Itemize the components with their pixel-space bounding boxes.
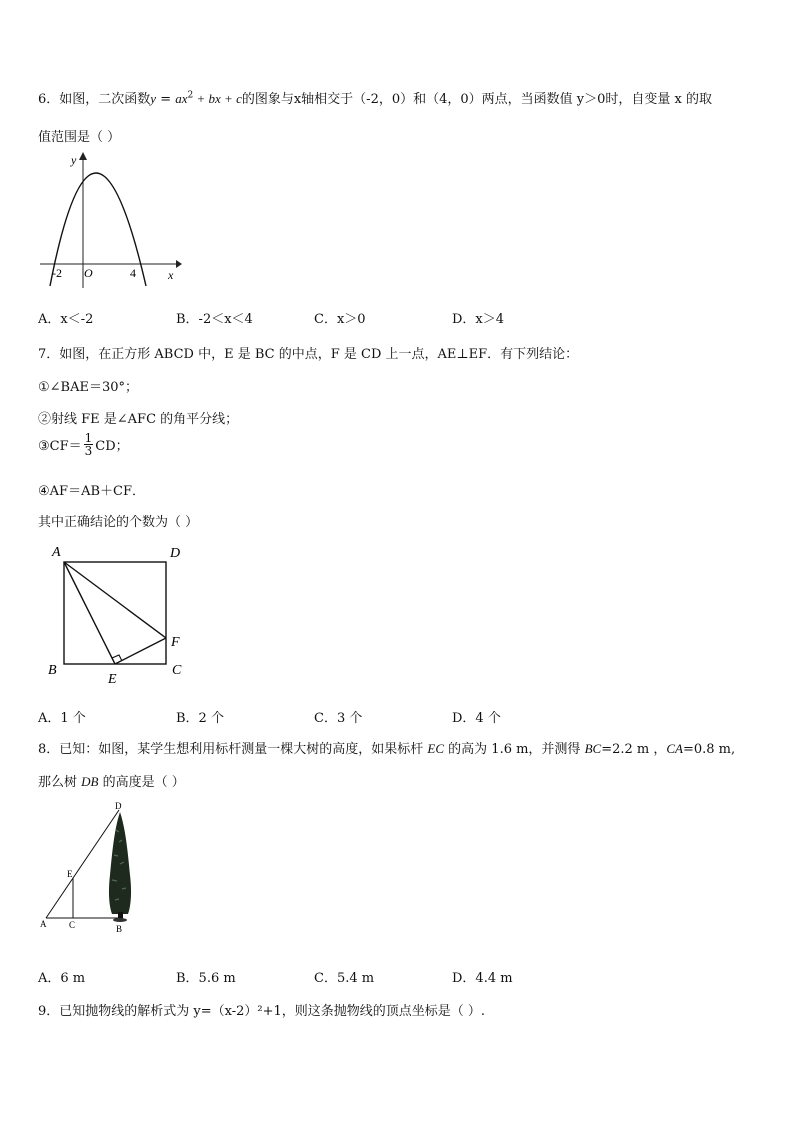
square-abcd: [64, 562, 166, 664]
q7-option-c[interactable]: C．3 个: [314, 711, 363, 726]
x-axis-arrow-icon: [176, 260, 182, 268]
label-a: A: [40, 919, 47, 929]
fraction-one-third: $\frac{1}{3}$: [84, 431, 93, 458]
q8-stem-line2: 那么树 DB 的高度是（ ）: [38, 774, 185, 790]
segment-ef: [115, 638, 166, 664]
q8-option-d[interactable]: D．4.4 m: [452, 971, 513, 986]
q7-option-b[interactable]: B．2 个: [176, 711, 224, 726]
label-b: B: [48, 663, 57, 678]
q6-option-d[interactable]: D．x＞4: [452, 312, 505, 327]
q7-question: 其中正确结论的个数为（ ）: [38, 515, 199, 530]
segment-ae: [64, 562, 115, 664]
q7-option-d[interactable]: D．4 个: [452, 711, 501, 726]
sight-line-ad: [46, 810, 119, 918]
segment-af: [64, 562, 166, 638]
q6-parabola-graph: [36, 150, 186, 290]
label-f: F: [171, 635, 180, 650]
q7-conclusion-2: ②射线 FE 是∠AFC 的角平分线；: [38, 412, 239, 427]
q8-option-c[interactable]: C．5.4 m: [314, 971, 375, 986]
label-a: A: [52, 545, 61, 560]
q7-option-a[interactable]: A．1 个: [38, 711, 86, 726]
y-axis-label: y: [71, 153, 77, 167]
tree-icon: [109, 812, 131, 922]
label-e: E: [108, 672, 117, 687]
q8-option-a[interactable]: A．6 m: [38, 971, 86, 986]
label-c: C: [172, 663, 182, 678]
q6-option-c[interactable]: C．x＞0: [314, 312, 366, 327]
tick-label-4: 4: [130, 266, 136, 280]
q6-stem-line2: 值范围是（ ）: [38, 130, 121, 145]
x-axis-label: x: [168, 268, 174, 282]
label-b: B: [116, 924, 123, 934]
q7-stem: 7．如图，在正方形 ABCD 中，E 是 BC 的中点，F 是 CD 上一点，AE⊥EF．有下列结论：: [38, 347, 579, 362]
label-d: D: [115, 801, 122, 811]
q6-stem: 6．如图，二次函数$y = ax^2$ + bx + c的图象与x轴相交于（-2，0）和（4，0）两点，当函数值 y＞0时，自变量 x 的取: [38, 90, 712, 107]
y-axis-arrow-icon: [79, 152, 87, 160]
label-e: E: [67, 869, 73, 879]
q8-stem: 8．已知：如图，某学生想利用标杆测量一棵大树的高度，如果标杆 EC 的高为 1.6 m，并测得 BC=2.2 m ，CA=0.8 m,: [38, 741, 736, 757]
q7-conclusion-3: ③CF＝ $\frac{1}{3}$ CD；: [38, 431, 129, 458]
q8-tree-figure: [36, 800, 146, 935]
q7-conclusion-1: ①∠BAE＝30°；: [38, 380, 139, 395]
tick-label-neg2: -2: [52, 266, 62, 280]
q7-conclusion-4: ④AF＝AB＋CF．: [38, 484, 145, 499]
label-c: C: [69, 920, 76, 930]
origin-label: O: [84, 266, 93, 280]
q7-square-figure: [40, 540, 200, 690]
q6-option-a[interactable]: A．x＜-2: [38, 312, 94, 327]
q8-option-b[interactable]: B．5.6 m: [176, 971, 236, 986]
q9-stem: 9．已知抛物线的解析式为 y=（x-2）²+1，则这条抛物线的顶点坐标是（ ）.: [38, 1004, 486, 1019]
q6-option-b[interactable]: B．-2＜x＜4: [176, 312, 253, 327]
label-d: D: [170, 546, 181, 561]
